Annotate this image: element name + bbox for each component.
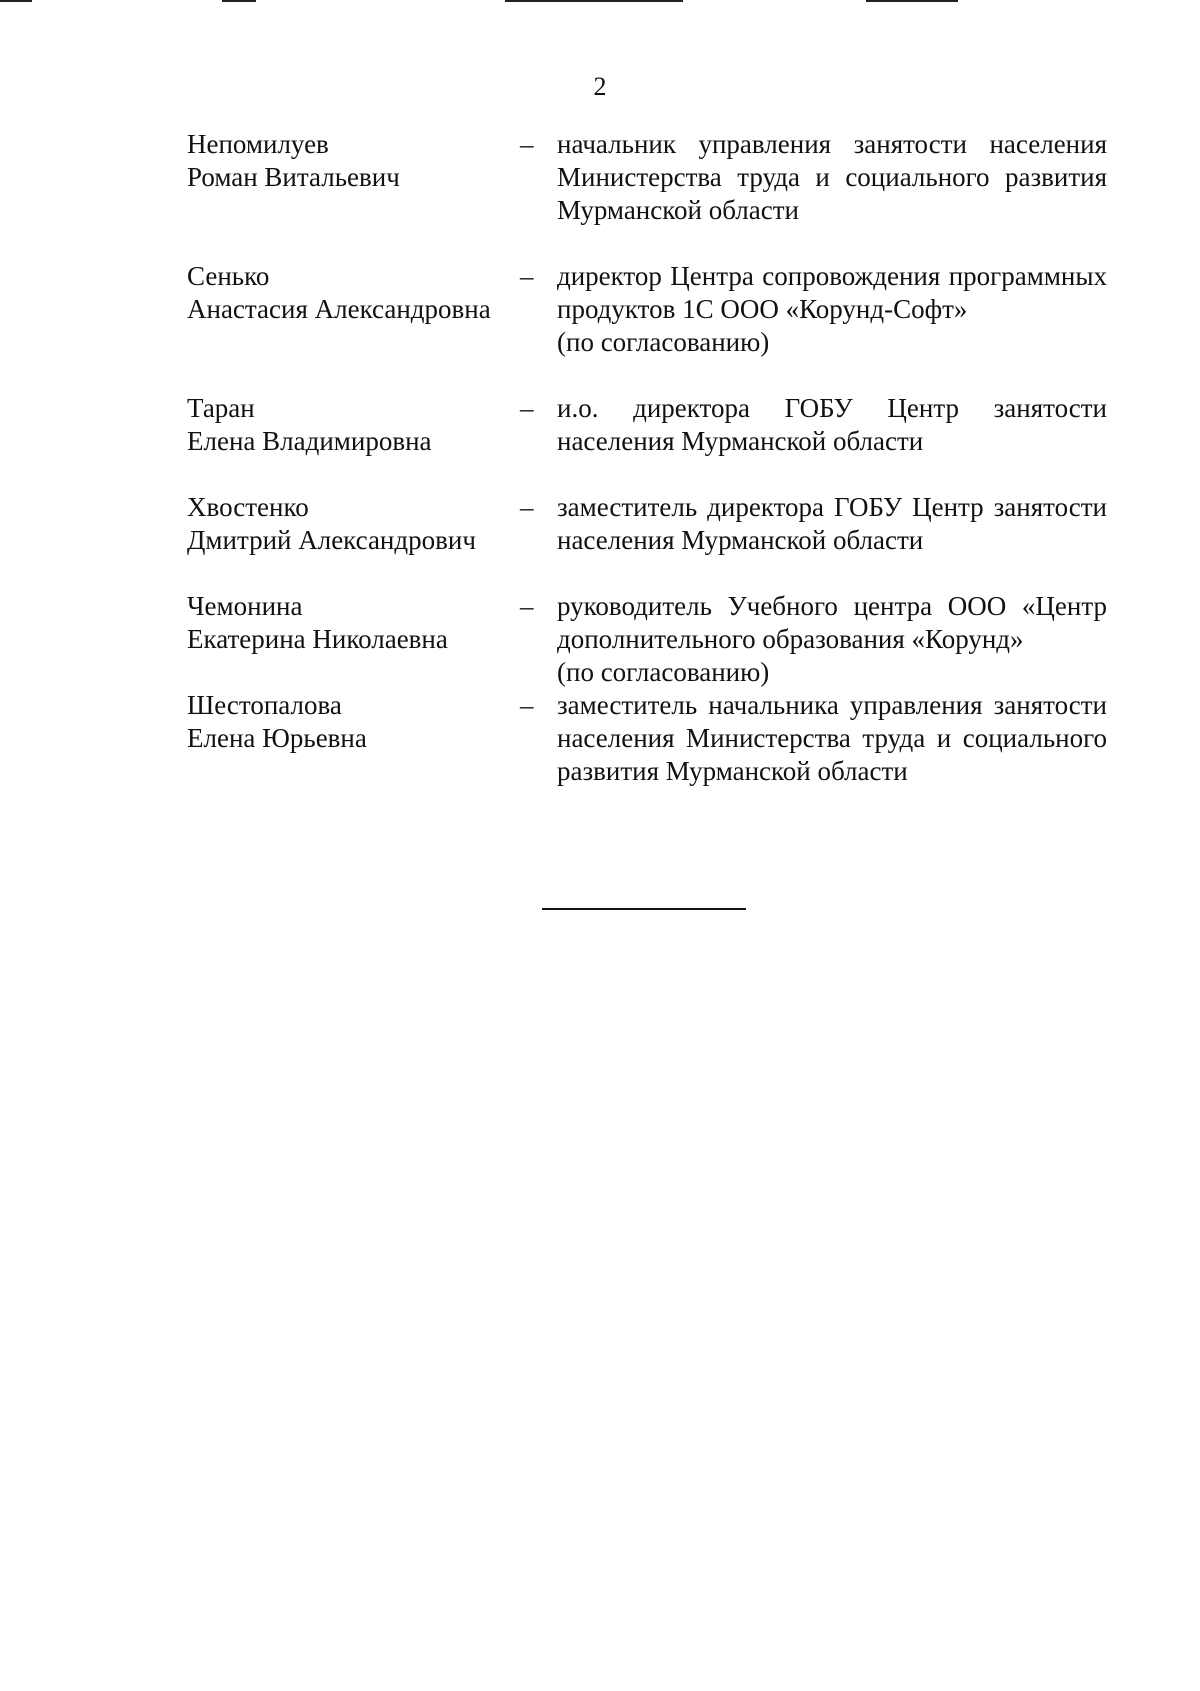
separator-dash: – [520, 129, 534, 159]
member-position [557, 128, 1107, 227]
scan-edge-mark [866, 0, 958, 2]
member-position [557, 590, 1107, 689]
member-entry [187, 491, 1107, 557]
member-entry [187, 392, 1107, 458]
member-name [187, 491, 520, 557]
member-given-names: Екатерина Николаевна [187, 624, 448, 654]
separator-dash: – [520, 261, 534, 291]
member-given-names: Елена Юрьевна [187, 723, 367, 753]
member-role: начальник управления занятости населения Министерства труда и социального развития Мурманской области [557, 129, 1107, 225]
member-name [187, 128, 520, 194]
member-entry [187, 689, 1107, 788]
member-given-names: Роман Витальевич [187, 162, 400, 192]
scan-edge-mark [0, 0, 32, 2]
approval-note: (по согласованию) [557, 327, 770, 357]
member-position [557, 689, 1107, 788]
member-surname: Непомилуев [187, 129, 329, 159]
member-name [187, 392, 520, 458]
separator-dash: – [520, 690, 534, 720]
page-number: 2 [593, 72, 607, 101]
member-entry [187, 590, 1107, 689]
member-name [187, 590, 520, 656]
approval-note: (по согласованию) [557, 657, 770, 687]
member-surname: Таран [187, 393, 255, 423]
member-role: руководитель Учебного центра ООО «Центр дополнительного образования «Корунд» [557, 591, 1107, 654]
member-role: заместитель директора ГОБУ Центр занятости населения Мурманской области [557, 492, 1107, 555]
separator-dash: – [520, 492, 534, 522]
member-given-names: Дмитрий Александрович [187, 525, 476, 555]
member-position [557, 392, 1107, 458]
member-given-names: Елена Владимировна [187, 426, 432, 456]
member-surname: Хвостенко [187, 492, 309, 522]
member-surname: Сенько [187, 261, 270, 291]
member-position [557, 491, 1107, 557]
scan-edge-mark [222, 0, 256, 2]
scan-edge-mark [505, 0, 683, 2]
member-entry [187, 260, 1107, 359]
member-surname: Чемонина [187, 591, 303, 621]
closing-rule [542, 908, 746, 910]
member-given-names: Анастасия Александровна [187, 294, 491, 324]
member-surname: Шестопалова [187, 690, 342, 720]
commission-member-list [187, 128, 1107, 821]
member-name [187, 689, 520, 755]
member-role: и.о. директора ГОБУ Центр занятости населения Мурманской области [557, 393, 1107, 456]
member-role: директор Центра сопровождения программных продуктов 1С ООО «Корунд-Софт» [557, 261, 1107, 324]
member-entry [187, 128, 1107, 227]
member-name [187, 260, 520, 326]
member-position [557, 260, 1107, 359]
separator-dash: – [520, 591, 534, 621]
member-role: заместитель начальника управления занятости населения Министерства труда и социального развития Мурманской области [557, 690, 1107, 786]
separator-dash: – [520, 393, 534, 423]
